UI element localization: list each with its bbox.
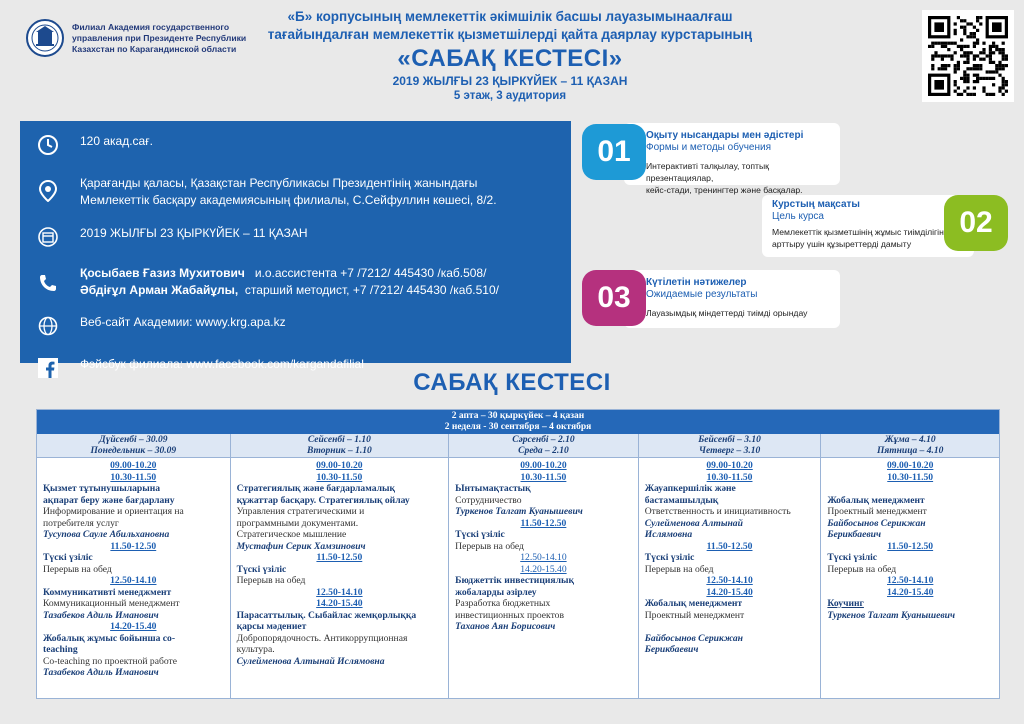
- card-body: [646, 160, 832, 196]
- schedule-title: САБАҚ КЕСТЕСІ: [413, 369, 611, 396]
- info-website-row: [36, 314, 555, 338]
- day-body: [639, 458, 821, 658]
- session-title: Қызмет тұтынушыларына: [43, 483, 161, 494]
- day-header: [231, 434, 449, 458]
- session-title-ru: Сотрудничество: [455, 494, 522, 506]
- contact-name: Қосыбаев Ғазиз Мухитович: [80, 266, 245, 280]
- schedule-table: [36, 409, 1000, 699]
- org-name: [72, 22, 246, 55]
- info-dates-row: [36, 225, 555, 249]
- calendar-icon: [36, 225, 60, 249]
- time-slot: 10.30-11.50: [110, 471, 157, 483]
- card-number-badge: 02: [944, 195, 1008, 251]
- session-title: Түскі үзіліс: [644, 552, 695, 563]
- session-title: қарсы мәдениет: [236, 621, 307, 632]
- time-slot: 09.00-10.20: [887, 460, 934, 471]
- info-address-line: Мемлекеттік басқару академиясының филиалы, С.Сейфуллин көшесі, 8/2.: [80, 193, 497, 207]
- day-name-kz: Бейсенбі – 3.10: [698, 435, 761, 445]
- session-title: Түскі үзіліс: [827, 552, 878, 563]
- day-header: [639, 434, 821, 458]
- day-name-kz: Жұма – 4.10: [884, 435, 936, 445]
- teacher-name: Туркенов Талгат Куанышевич: [455, 506, 583, 517]
- session-title-ru: Перерыв на обед: [455, 540, 524, 552]
- org-logo-block: [26, 14, 256, 62]
- info-dates: 2019 ЖЫЛҒЫ 23 ҚЫРКҮЙЕК – 11 ҚАЗАН: [80, 226, 308, 240]
- location-pin-icon: [36, 179, 60, 203]
- session-title-ru: Проектный менеджмент: [827, 506, 927, 517]
- info-hours: 120 акад.сағ.: [80, 134, 153, 148]
- day-name-kz: Сейсенбі – 1.10: [307, 435, 371, 445]
- info-contacts-row: [36, 265, 555, 299]
- session-title: құжаттар басқару. Стратегиялық ойлау: [236, 494, 410, 506]
- time-slot: 14.20-15.40: [520, 563, 567, 575]
- session-title-ru: Стратегическое мышление: [236, 529, 347, 540]
- day-header: [449, 434, 638, 458]
- time-slot: 09.00-10.20: [520, 460, 567, 471]
- card-body-line: арттыру үшін құзыреттерді дамыту: [772, 239, 912, 249]
- day-name-ru: Понедельник – 30.09: [90, 446, 177, 456]
- time-slot: 12.50-14.10: [520, 552, 567, 563]
- contact-details: старший методист, +7 /7212/ 445430 /каб.510/: [244, 283, 499, 297]
- course-dates: 2019 ЖЫЛҒЫ 23 ҚЫРКҮЙЕК – 11 ҚАЗАН: [392, 74, 628, 88]
- time-slot: 10.30-11.50: [887, 471, 934, 483]
- session-title-ru: программными документами.: [236, 517, 359, 529]
- teacher-name: Тазабеков Адиль Иманович: [43, 609, 159, 621]
- phone-icon: [36, 271, 60, 295]
- academy-emblem-icon: [26, 17, 64, 59]
- teacher-name: Берикбаевич: [644, 644, 699, 655]
- session-title-ru: культура.: [236, 644, 275, 655]
- session-title-ru: Ответственность и инициативность: [644, 506, 791, 517]
- info-address-line: Қарағанды қаласы, Қазақстан Республикасы Президентінің жанындағы: [80, 176, 478, 190]
- session-title: Стратегиялық және бағдарламалық: [236, 483, 395, 494]
- session-title-ru: Перерыв на обед: [236, 575, 306, 586]
- day-body: [821, 458, 999, 623]
- schedule-days: [37, 434, 999, 698]
- week-label-kz: 2 апта – 30 қыркүйек – 4 қазан: [451, 411, 585, 421]
- time-slot: 11.50-12.50: [110, 540, 157, 552]
- contact-name: Әбдіғұл Арман Жабайұлы,: [80, 283, 239, 297]
- org-name-line: управления при Президенте Республики: [72, 32, 247, 43]
- time-slot: 11.50-12.50: [706, 540, 753, 552]
- card-methods: [624, 123, 840, 195]
- day-name-ru: Пятница – 4.10: [876, 446, 944, 456]
- info-address: [80, 175, 497, 209]
- schedule-day-column: [37, 434, 231, 698]
- time-slot: 10.30-11.50: [316, 471, 363, 483]
- time-slot: 09.00-10.20: [316, 460, 363, 471]
- info-contacts: [80, 265, 499, 299]
- session-title-ru: Управления стратегическими и: [236, 506, 365, 517]
- time-slot: 14.20-15.40: [887, 586, 934, 598]
- qr-code-icon: [928, 16, 1008, 96]
- card-number-badge: 01: [582, 124, 646, 180]
- card-body-line: Интерактивті талқылау, топтық презентациялар,: [646, 161, 769, 183]
- session-title: Жауапкершілік және: [644, 483, 736, 494]
- card-subtitle: Формы и методы обучения: [646, 142, 772, 153]
- session-title-ru: потребителя услуг: [43, 517, 119, 529]
- card-body: [646, 307, 832, 319]
- time-slot: 11.50-12.50: [520, 517, 567, 529]
- session-title: жобаларды әзірлеу: [455, 586, 537, 598]
- time-slot: 14.20-15.40: [706, 586, 753, 598]
- org-name-line: Казахстан по Карагандинской области: [72, 43, 237, 54]
- card-body-line: Лауазымдық міндеттерді тиімді орындау: [646, 308, 808, 318]
- card-title: Курстың мақсаты: [772, 199, 860, 210]
- teacher-name: Сулейменова Алтынай: [644, 517, 743, 529]
- day-name-ru: Вторник – 1.10: [307, 446, 372, 456]
- time-slot: 12.50-14.10: [110, 575, 157, 586]
- time-slot: 14.20-15.40: [110, 621, 157, 632]
- teacher-name: Байбосынов Серикжан: [644, 632, 744, 644]
- session-title: бастамашылдық: [644, 494, 719, 506]
- teacher-name: Ислямовна: [644, 529, 693, 540]
- spacer: [827, 483, 993, 495]
- session-title: Парасаттылық. Сыбайлас жемқорлыққа: [236, 609, 417, 621]
- card-body-line: Мемлекеттік қызметшінің жұмыс тиімділігін: [772, 227, 944, 237]
- day-body: [231, 458, 449, 669]
- session-title-ru: Перерыв на обед: [827, 563, 897, 575]
- session-title-ru: Добропорядочность. Антикоррупционная: [236, 632, 408, 644]
- time-slot: 09.00-10.20: [110, 460, 157, 471]
- time-slot: 11.50-12.50: [316, 552, 363, 563]
- day-name-ru: Четверг – 3.10: [698, 446, 761, 456]
- card-body: [772, 226, 948, 250]
- schedule-day-column: [639, 434, 822, 698]
- card-subtitle: Ожидаемые результаты: [646, 289, 758, 300]
- time-slot: 11.50-12.50: [887, 540, 934, 552]
- session-title-ru: Информирование и ориентация на: [43, 506, 184, 517]
- schedule-week-header: [37, 410, 999, 434]
- schedule-day-column: [821, 434, 999, 698]
- time-slot: 09.00-10.20: [706, 460, 753, 471]
- session-title: Коучинг: [827, 598, 864, 609]
- card-subtitle: Цель курса: [772, 211, 824, 222]
- time-slot: 10.30-11.50: [706, 471, 753, 483]
- session-title: ақпарат беру және бағдарлану: [43, 494, 175, 506]
- clock-icon: [36, 133, 60, 157]
- title-block: [250, 8, 770, 104]
- session-title-ru: Co-teaching по проектной работе: [43, 655, 177, 667]
- time-slot: 10.30-11.50: [520, 471, 567, 483]
- page-title: «САБАҚ КЕСТЕСІ»: [397, 45, 623, 72]
- teacher-name: Тазабеков Адиль Иманович: [43, 667, 159, 678]
- time-slot: 12.50-14.10: [887, 575, 934, 586]
- session-title: Бюджеттік инвестициялық: [455, 575, 574, 586]
- schedule-day-column: [449, 434, 639, 698]
- course-room: 5 этаж, 3 аудитория: [453, 90, 567, 102]
- session-title: Жобалық жұмыс бойынша co-: [43, 632, 176, 644]
- card-title: Күтілетін нәтижелер: [646, 277, 747, 288]
- info-address-row: [36, 175, 555, 209]
- day-header: [37, 434, 230, 458]
- day-header: [821, 434, 999, 458]
- info-hours-row: [36, 133, 555, 157]
- teacher-name: Таханов Аян Борисович: [455, 621, 556, 632]
- card-results: [624, 270, 840, 328]
- info-facebook[interactable]: Фэйсбук филиала: www.facebook.com/kargandafilial: [80, 357, 364, 371]
- qr-code: [922, 10, 1014, 102]
- day-body: [449, 458, 638, 635]
- teacher-name: Тусупова Сауле Абильхановна: [43, 529, 170, 540]
- card-title: Оқыту нысандары мен әдістері: [646, 130, 804, 141]
- teacher-name: Байбосынов Серикжан: [827, 517, 926, 529]
- card-goal: [762, 195, 974, 257]
- time-slot: 12.50-14.10: [316, 586, 363, 598]
- teacher-name: Сулейменова Алтынай Ислямовна: [236, 655, 385, 667]
- contact-details: и.о.ассистента +7 /7212/ 445430 /каб.508/: [254, 266, 487, 280]
- title-line: «Б» корпусының мемлекеттік әкімшілік басшы лауазымынаалғаш: [287, 9, 733, 24]
- time-slot: 12.50-14.10: [706, 575, 753, 586]
- session-title: Коммуникативті менеджмент: [43, 586, 172, 598]
- week-label-ru: 2 неделя - 30 сентября – 4 октября: [444, 422, 592, 432]
- teacher-name: Туркенов Талгат Куанышевич: [827, 609, 956, 621]
- session-title: Түскі үзіліс: [43, 552, 93, 563]
- spacer: [645, 621, 815, 633]
- day-name-ru: Среда – 2.10: [518, 446, 569, 456]
- session-title: Жобалық менеджмент: [827, 494, 925, 506]
- session-title: Жобалық менеджмент: [644, 598, 743, 609]
- time-slot: 14.20-15.40: [316, 598, 363, 609]
- session-title-ru: Коммуникационный менеджмент: [43, 598, 180, 609]
- org-name-line: Филиал Академия государственного: [72, 21, 230, 32]
- schedule-day-column: [231, 434, 450, 698]
- day-body: [37, 458, 230, 681]
- session-title: Ынтымақтастық: [455, 483, 531, 494]
- session-title-ru: Перерыв на обед: [43, 563, 112, 575]
- day-name-kz: Дүйсенбі – 30.09: [99, 435, 168, 445]
- session-title-ru: Проектный менеджмент: [644, 609, 745, 621]
- session-title-ru: Разработка бюджетных: [455, 598, 551, 609]
- session-title-ru: Перерыв на обед: [644, 563, 714, 575]
- teacher-name: Берикбаевич: [827, 529, 881, 540]
- info-website[interactable]: Веб-сайт Академии: wwwy.krg.apa.kz: [80, 315, 286, 329]
- session-title: teaching: [43, 644, 78, 655]
- course-info-box: [20, 121, 571, 371]
- globe-icon: [36, 314, 60, 338]
- teacher-name: Мустафин Серик Хамзинович: [236, 540, 366, 552]
- day-name-kz: Сәрсенбі – 2.10: [512, 435, 575, 445]
- title-line: тағайындалған мемлекеттік қызметшілерді қайта даярлау курстарының: [267, 27, 753, 42]
- card-body-line: кейс-стади, тренингтер және басқалар.: [646, 185, 803, 195]
- session-title: Түскі үзіліс: [455, 529, 505, 540]
- session-title: Түскі үзіліс: [236, 563, 287, 575]
- card-number-badge: 03: [582, 270, 646, 326]
- session-title-ru: инвестиционных проектов: [455, 609, 564, 621]
